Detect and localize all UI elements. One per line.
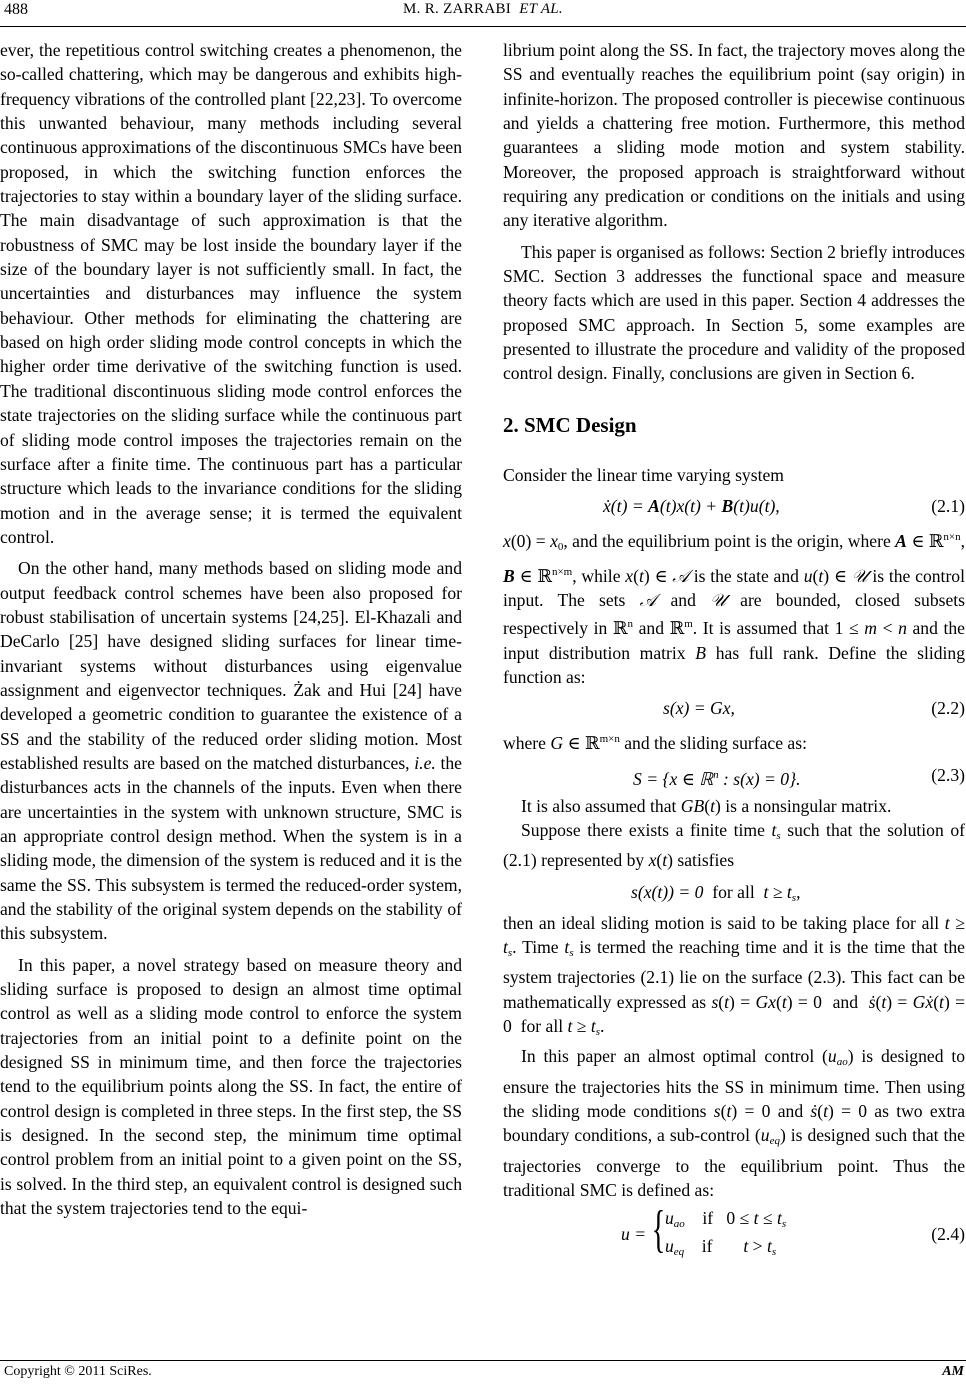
left-paragraph-1: ever, the repetitious control switching creates a phenomenon, the so-called chattering, which may be dangerous and exhibits high-frequency vibrations of the controlled plant [22,23]. To overcome this unwanted behaviour, many methods including several continuous approximations of the discontinuous SMCs have been proposed, in which the switching function enforces the trajectories to stay within a boundary layer of the sliding surface. The main disadvantage of such approximation is that the robustness of SMC may be lost inside the boundary layer if the size of the boundary layer is not sufficiently small. In fact, the uncertainties and disturbances may influence the system behaviour. Other methods for eliminating the chattering are based on high order sliding mode control concepts in which the higher order time derivative of the switching function is used. The traditional discontinuous sliding mode control enforces the state trajectories on the sliding surface while the continuous part of sliding mode control imposes the trajectories remain on the surface after a finite time. The continuous part has a particular structure which leads to the invariance conditions for the sliding motion and in the average sense; it is termed the equivalent control. [0, 40, 462, 547]
equation-2-4-brace: { [651, 1201, 666, 1259]
opt-text-a: In this paper an almost optimal control [521, 1046, 823, 1067]
where-text-b: and the sliding surface as: [619, 733, 807, 754]
system-definitions: $x(0) = x_0$, and the equilibrium point is the origin, where A ∈ ℝ$^{n\times n}$, B ∈ ℝ$^{n\times m}$, while x(t) ∈ 𝒜 is the state and u(t) ∈ 𝒰 is the control input. The sets 𝒜 and 𝒰 are bounded, closed subsets respectively in ℝ$^n$ and ℝ$^m$. It is assumed that 1 ≤ m < n and the input distribution matrix B has full rank. Define the sliding function as: [503, 531, 966, 687]
definitions-text-i: and the input distribution matrix [503, 618, 965, 663]
system-intro: Consider the linear time varying system [503, 464, 784, 485]
equation-2-1 [503, 487, 965, 525]
where-clause: where G ∈ ℝ$^{m\times n}$ and the sliding surface as: [503, 733, 807, 754]
right-paragraph-2: This paper is organised as follows: Section 2 briefly introduces SMC. Section 3 addresses the functional space and measure theory facts which are used in this paper. Section 4 addresses the proposed SMC approach. In Section 5, some examples are presented to illustrate the procedure and validity of the proposed control design. Finally, conclusions are given in Section 6. [503, 241, 965, 384]
header-rule [0, 26, 966, 27]
then-text-a: then an ideal sliding motion is said to be taking place for all [503, 912, 945, 933]
assume-text-a: It is also assumed that [521, 795, 681, 816]
equation-2-4-lhs: u = [621, 1224, 647, 1245]
definitions-text-h: . It is assumed that [692, 618, 835, 639]
running-head [0, 1, 966, 18]
for-all-label: for all [712, 881, 755, 902]
section-heading: 2. SMC Design [503, 412, 637, 437]
opt-text-e: is designed such that the trajectories converge to the equilibrium point. Thus the traditional SMC is defined as: [503, 1125, 965, 1201]
then-text-c: is termed the reaching time and it is the time that the system trajectories (2.1) lie on the surface (2.3). This fact can be mathematically expressed as [503, 936, 965, 1012]
definitions-text-j: has full rank. Define the sliding function as: [503, 642, 965, 687]
case-1-if: if [702, 1208, 714, 1229]
equation-2-4-number: (2.4) [931, 1224, 965, 1245]
page-number: 488 [4, 1, 28, 18]
sliding-condition [503, 873, 965, 911]
footer-rule [0, 1360, 966, 1361]
left-paragraph-2-a: On the other hand, many methods based on sliding mode and output feedback control schemes have been also proposed for robust stabilisation of uncertain systems [24,25]. El-Khazali and DeCarlo [25] have designed sliding surfaces for linear time-invariant systems without disturbances using eigenvalue assignment and eigenvector techniques. Żak and Hui [24] have developed a geometric condition to guarantee the existence of a SS and the stability of the reduced order sliding motion. Most established results are based on the matched disturbances, [0, 558, 462, 773]
equation-2-2-math: s(x) = Gx, [663, 698, 735, 719]
right-column [503, 38, 965, 1266]
equation-2-1-math: ẋ(t) = A(t)x(t) + B(t)u(t), [603, 496, 780, 517]
running-head-et-al: ET AL. [519, 1, 563, 17]
equation-2-4-case-2: $u_{eq}$ if $t > t_s$ [665, 1236, 777, 1259]
equation-2-4 [503, 1202, 965, 1266]
sliding-condition-math: s(x(t)) = 0 for all $t \ge t_s$, [631, 881, 801, 904]
copyright-notice: Copyright © 2011 SciRes. [4, 1364, 152, 1379]
definitions-text-e: and [656, 589, 711, 610]
definitions-text-c: is the state and [688, 565, 804, 586]
right-paragraph-1: librium point along the SS. In fact, the trajectory moves along the SS and eventually reaches the equilibrium point (say origin) in infinite-horizon. The proposed controller is piecewise continuous and yields a chattering free motion. Furthermore, this method guarantees a sliding mode motion and system stability. Moreover, the proposed approach is straightforward without requiring any predication or conditions on the initials and using any iterative algorithm. [503, 40, 965, 231]
ideal-sliding-paragraph: then an ideal sliding motion is said to be taking place for all $t \ge t_s$. Time $t_s$ is termed the reaching time and it is the time that the system trajectories (2.1) lie on the surface (2.3). This fact can be mathematically expressed as s(t) = Gx(t) = 0 and ṡ(t) = Gẋ(t) = 0 for all $t \ge t_s$. [503, 912, 966, 1038]
running-head-authors: M. R. ZARRABI [403, 1, 512, 17]
equation-2-2 [503, 689, 965, 727]
left-paragraph-3: In this paper, a novel strategy based on measure theory and sliding surface is proposed to design an almost time optimal control as well as a sliding mode control to enforce the system trajectories from an initial point to a definite point on the designed SS in minimum time, and then force the trajectories tend to the equilibrium points along the SS. In fact, the entire of control design is completed in three steps. In the first step, the SS is designed. In the second step, the minimum time optimal control problem from an initial point to a given point on the SS, is solved. In the third step, an equivalent control is designed such that the system trajectories tend to the equi- [0, 954, 462, 1219]
opt-text-d: as two extra boundary conditions, a sub-control [503, 1101, 966, 1146]
left-paragraph-2 [0, 556, 462, 946]
definitions-text-a: , and the equilibrium point is the origin, where [563, 531, 896, 552]
opt-text-c: and [770, 1101, 811, 1121]
left-paragraph-2-b: the disturbances acts in the channels of the inputs. Even when there are uncertainties in the system with unknown structure, SMC is an appropriate control design method. When the system is in a sliding mode, the dimension of the system is reduced and it is the same the SS. This subsystem is termed the reduced-order system, and the stability of the original system depends on the stability of this subsystem. [0, 752, 462, 944]
definitions-text-g: and [633, 618, 670, 639]
nonsingular-assumption: It is also assumed that GB(t) is a nonsingular matrix. [521, 795, 892, 816]
left-paragraph-2-ie: i.e. [414, 752, 436, 773]
case-2-if: if [701, 1236, 713, 1257]
page-footer [0, 1362, 966, 1386]
suppose-text-c: satisfies [673, 850, 735, 871]
journal-abbreviation: AM [942, 1364, 964, 1379]
equation-2-4-case-1: $u_{ao}$ if $0 \le t \le t_s$ [665, 1208, 787, 1231]
then-text-b: . Time [512, 936, 565, 957]
suppose-text-b: such that the solution of (2.1) represented by [503, 819, 965, 871]
definitions-text-d: is the control input. The sets [503, 565, 965, 610]
definitions-text-b: , while [572, 565, 626, 586]
and-label: and [832, 991, 858, 1012]
equation-2-1-number: (2.1) [931, 496, 965, 517]
definitions-text-f: are bounded, closed subsets respectively in [503, 589, 966, 639]
then-end: . [600, 1015, 605, 1036]
equation-2-2-number: (2.2) [931, 698, 965, 719]
equation-2-3-math: S = {x ∈ ℝ$^n$ : s(x) = 0}. [633, 768, 801, 789]
opt-text-b: is designed to ensure the trajectories hits the SS in minimum time. Then using the sliding mode conditions [503, 1046, 966, 1121]
reaching-time-paragraph: Suppose there exists a finite time $t_s$ such that the solution of (2.1) represented by x(t) satisfies [503, 819, 965, 871]
equation-2-3 [503, 756, 965, 794]
where-text-a: where [503, 733, 551, 754]
suppose-text-a: Suppose there exists a finite time [521, 819, 772, 840]
optimal-control-paragraph: In this paper an almost optimal control $(u_{ao})$ is designed to ensure the trajectories hits the SS in minimum time. Then using the sliding mode conditions s(t) = 0 and ṡ(t) = 0 as two extra boundary conditions, a sub-control $(u_{eq})$ is designed such that the trajectories converge to the equilibrium point. Thus the traditional SMC is defined as: [503, 1046, 966, 1201]
for-all-label-2: for all [520, 1015, 564, 1036]
left-column [0, 38, 462, 1221]
assume-text-b: is a nonsingular matrix. [720, 795, 892, 816]
equation-2-3-number: (2.3) [931, 764, 965, 785]
